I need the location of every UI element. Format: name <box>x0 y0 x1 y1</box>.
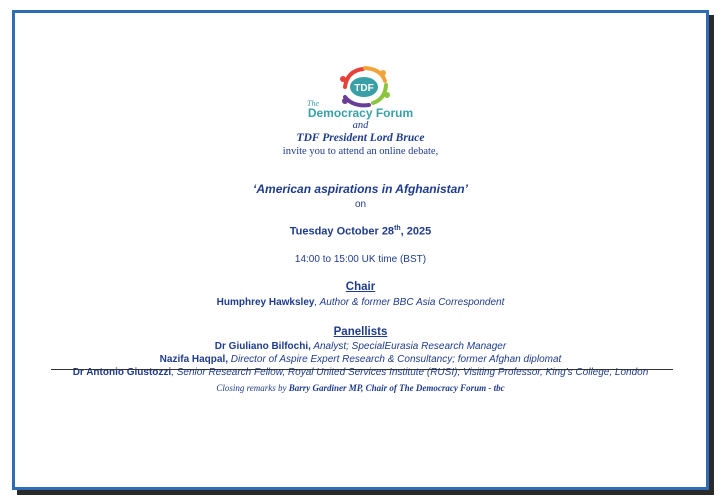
date-main: Tuesday October 28 <box>289 225 395 238</box>
closing-prefix: Closing remarks by <box>216 383 289 393</box>
panellist-role: , Senior Research Fellow, Royal United Services Institute (RUSI); Visiting Professor, King’s College, London <box>171 367 649 378</box>
panellist-item <box>15 354 706 365</box>
closing-speaker: Barry Gardiner MP, Chair of The Democracy Forum - tbc <box>288 383 505 393</box>
closing-remarks <box>15 383 706 393</box>
chair-name: Humphrey Hawksley <box>216 297 315 308</box>
event-date <box>15 225 706 238</box>
invitation-frame <box>12 10 709 490</box>
panellist-role: Analyst; SpecialEurasia Research Manager <box>310 341 507 352</box>
host-line: TDF President Lord Bruce <box>296 132 425 144</box>
debate-title: ‘American aspirations in Afghanistan’ <box>253 182 468 196</box>
logo-mark: TDF <box>354 83 374 94</box>
tdf-logo-icon <box>333 63 393 109</box>
chair-person <box>15 297 706 308</box>
event-time: 14:00 to 15:00 UK time (BST) <box>294 254 427 265</box>
on-text: on <box>354 199 367 210</box>
panellist-name: Nazifa Haqpal, <box>159 354 229 365</box>
chair-heading: Chair <box>345 281 376 293</box>
panellist-name: Dr Giuliano Bilfochi, <box>214 341 311 352</box>
invite-line: invite you to attend an online debate, <box>282 146 439 157</box>
chair-role: , Author & former BBC Asia Correspondent <box>314 297 505 308</box>
panellist-name: Dr Antonio Giustozzi <box>72 367 172 378</box>
divider <box>51 369 673 370</box>
date-suffix: th <box>394 225 401 232</box>
panellist-item <box>15 341 706 352</box>
org-name: Democracy Forum <box>307 106 414 120</box>
panellist-role: Director of Aspire Expert Research & Consultancy; former Afghan diplomat <box>228 354 562 365</box>
and-text: and <box>352 120 369 131</box>
date-year: , 2025 <box>400 225 432 238</box>
panellists-heading: Panellists <box>333 326 388 338</box>
org-the-label: The <box>307 99 319 108</box>
